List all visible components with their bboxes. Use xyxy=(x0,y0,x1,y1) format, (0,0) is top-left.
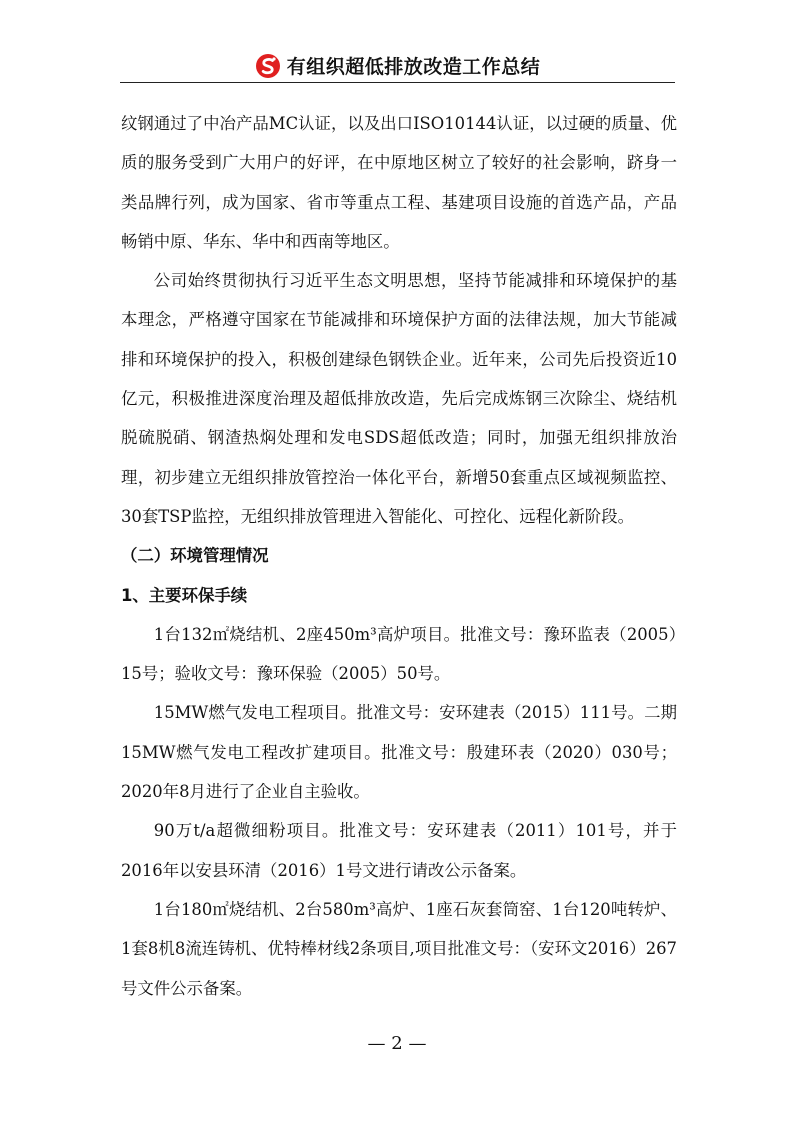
paragraph-environment-policy: 公司始终贯彻执行习近平生态文明思想，坚持节能减排和环境保护的基本理念，严格遵守国家在节能减排和环境保护方面的法律法规，加大节能减排和环境保护的投入，积极创建绿色钢铁企业。近年来，公司先后投资近10亿元，积极推进深度治理及超低排放改造，先后完成炼钢三次除尘、烧结机脱硫脱硝、钢渣热焖处理和发电SDS超低改造；同时，加强无组织排放治理，初步建立无组织排放管控治一体化平台，新增50套重点区域视频监控、30套TSP监控，无组织排放管理进入智能化、可控化、远程化新阶段。 xyxy=(121,271,677,526)
header-title: 有组织超低排放改造工作总结 xyxy=(286,56,541,78)
list-item: 1台180㎡烧结机、2台580m³高炉、1座石灰套筒窑、1台120吨转炉、1套8机8流连铸机、优特棒材线2条项目,项目批准文号：（安环文2016）267号文件公示备案。 xyxy=(121,899,677,998)
paragraph-continuation: 纹钢通过了中冶产品MC认证，以及出口ISO10144认证，以过硬的质量、优质的服务受到广大用户的好评，在中原地区树立了较好的社会影响，跻身一类品牌行列，成为国家、省市等重点工程、基建项目设施的首选产品，产品畅销中原、华东、华中和西南等地区。 xyxy=(121,114,677,251)
header-rule xyxy=(120,82,675,83)
document-body xyxy=(121,104,677,1008)
company-logo-icon xyxy=(255,53,281,79)
list-item: 90万t/a超微细粉项目。批准文号：安环建表（2011）101号，并于2016年以安县环清（2016）1号文进行请改公示备案。 xyxy=(121,821,677,880)
subsection-heading: 1、主要环保手续 xyxy=(121,585,248,605)
list-item: 1台132㎡烧结机、2座450m³高炉项目。批准文号：豫环监表（2005）15号；验收文号：豫环保验（2005）50号。 xyxy=(121,624,677,684)
section-heading: （二）环境管理情况 xyxy=(121,546,269,566)
page-number: — 2 — xyxy=(367,1033,427,1054)
list-item: 15MW燃气发电工程项目。批准文号：安环建表（2015）111号。二期15MW燃气发电工程改扩建项目。批准文号：殷建环表（2020）030号；2020年8月进行了企业自主验收。 xyxy=(121,703,677,802)
header-content xyxy=(255,52,541,79)
page-header xyxy=(120,52,675,82)
